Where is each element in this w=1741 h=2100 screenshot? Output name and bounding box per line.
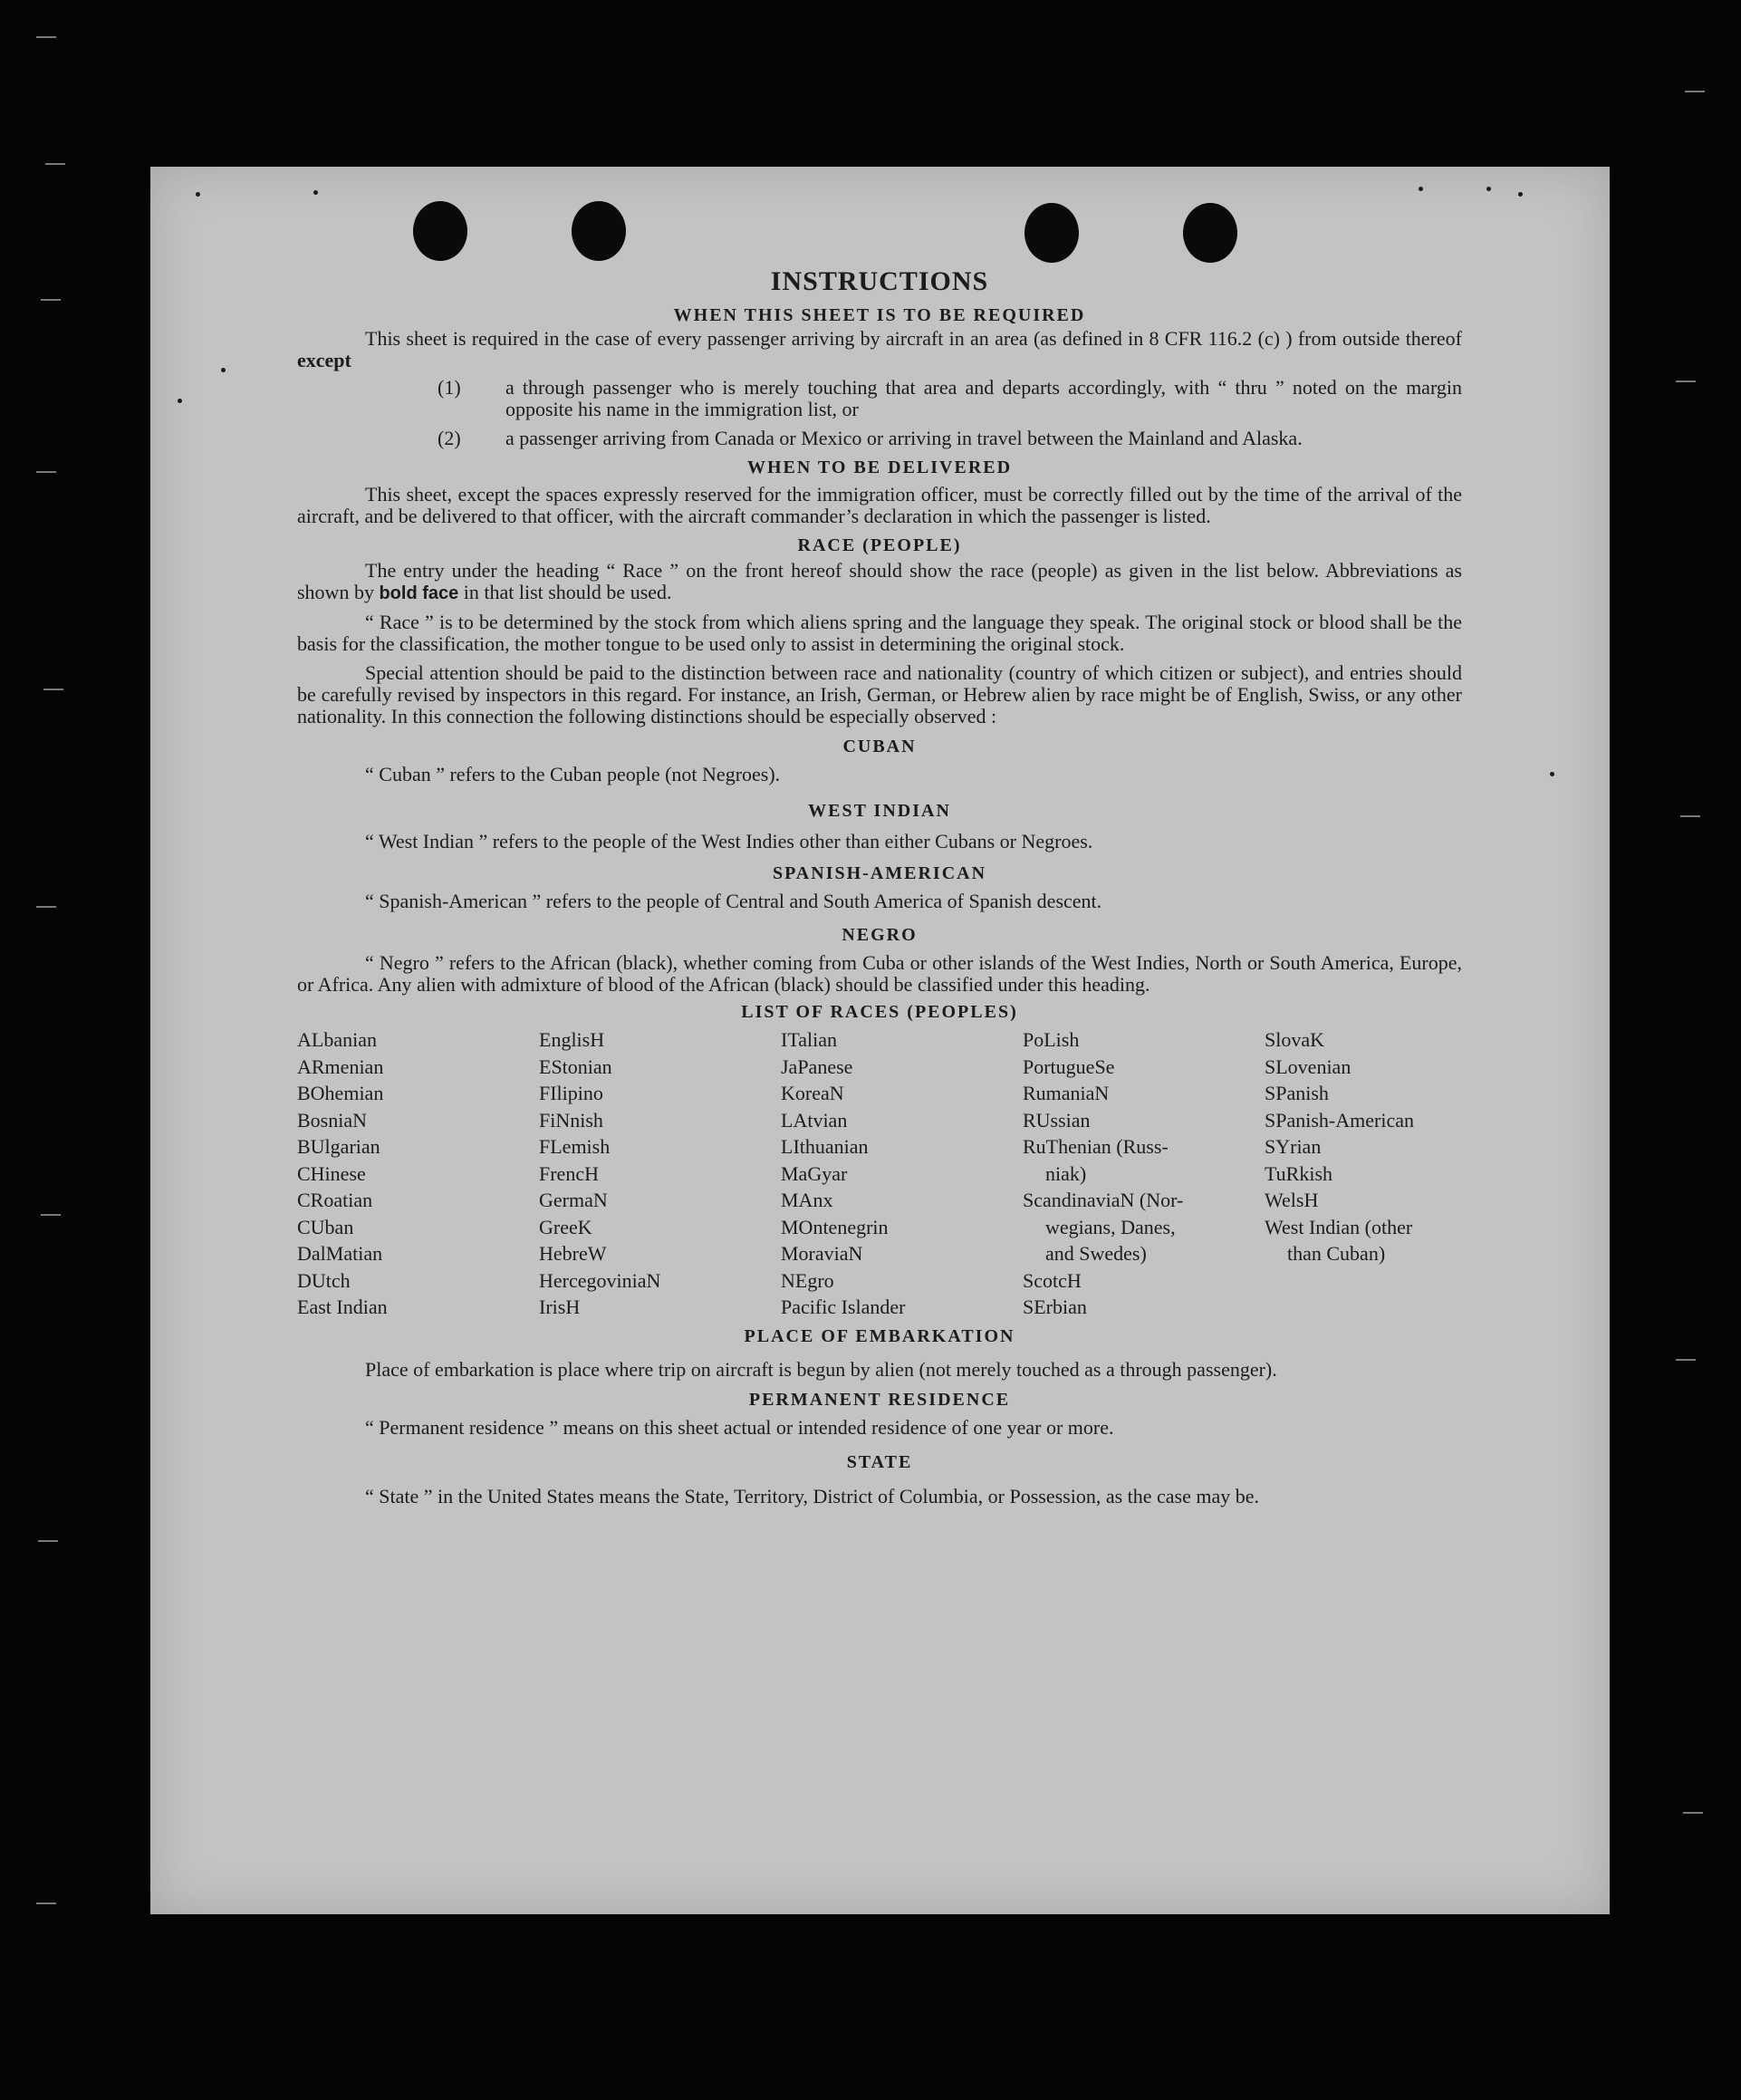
race-entry: BUlgarian bbox=[297, 1135, 380, 1158]
instructions-content bbox=[297, 266, 1462, 1510]
heading-list-of-races: LIST OF RACES (PEOPLES) bbox=[741, 1002, 1018, 1022]
race-entry: LIthuanian bbox=[781, 1135, 869, 1158]
race-entry: RUssian bbox=[1023, 1108, 1091, 1132]
spanish-american-text: “ Spanish-American ” refers to the people of Central and South America of Spanish descent. bbox=[365, 890, 1102, 912]
race-entry: FiNnish bbox=[539, 1108, 603, 1132]
race-entry: HercegoviniaN bbox=[539, 1268, 661, 1292]
race-entry: GermaN bbox=[539, 1189, 608, 1211]
race-entry: SPanish bbox=[1265, 1082, 1329, 1104]
race-entry: RuThenian (Russ- bbox=[1023, 1135, 1169, 1158]
heading-spanish-american: SPANISH-AMERICAN bbox=[772, 863, 987, 883]
negro-text: “ Negro ” refers to the African (black), whether coming from Cuba or other islands of the West Indies, North or South America, Europe, or Africa. Any alien with admixture of blood of the African (black) should be classified under this heading. bbox=[297, 951, 1462, 996]
heading-when-required: WHEN THIS SHEET IS TO BE REQUIRED bbox=[673, 305, 1086, 325]
residence-text: “ Permanent residence ” means on this sheet actual or intended residence of one year or more. bbox=[365, 1415, 1114, 1439]
race-entry: MAnx bbox=[781, 1189, 833, 1211]
race-entry: niak) bbox=[1045, 1161, 1087, 1185]
race-entry: TuRkish bbox=[1265, 1161, 1333, 1185]
race-paragraph-2: “ Race ” is to be determined by the stock from which aliens spring and the language they speak. The original stock or blood shall be the basis for the classification, the mother tongue to be used only to assist in determining the original stock. bbox=[297, 611, 1462, 655]
punch-hole bbox=[1024, 203, 1079, 263]
required-intro: This sheet is required in the case of every passenger arriving by aircraft in an area (as defined in 8 CFR 116.2 (c) ) from outside thereof except bbox=[297, 327, 1462, 371]
punch-hole bbox=[413, 201, 467, 261]
race-entry: IrisH bbox=[539, 1296, 581, 1318]
race-entry: West Indian (other bbox=[1265, 1215, 1413, 1238]
heading-west-indian: WEST INDIAN bbox=[808, 801, 951, 821]
races-column-4 bbox=[1023, 1026, 1265, 1321]
race-entry: SErbian bbox=[1023, 1296, 1087, 1318]
race-entry: SLovenian bbox=[1265, 1055, 1351, 1078]
race-paragraph-1: The entry under the heading “ Race ” on the front hereof should show the race (people) as given in the list below. Abbreviations as shown by bold face in that list should be used. bbox=[297, 559, 1462, 603]
page-title: INSTRUCTIONS bbox=[770, 266, 989, 296]
race-entry: FIlipino bbox=[539, 1082, 603, 1104]
race-entry: FLemish bbox=[539, 1135, 611, 1158]
race-entry: NEgro bbox=[781, 1268, 834, 1292]
races-column-1 bbox=[297, 1026, 539, 1321]
race-entry: GreeK bbox=[539, 1215, 592, 1238]
cuban-text: “ Cuban ” refers to the Cuban people (not Negroes). bbox=[365, 763, 781, 785]
race-entry: PoLish bbox=[1023, 1028, 1080, 1051]
races-list bbox=[297, 1026, 1462, 1321]
state-text: “ State ” in the United States means the State, Territory, District of Columbia, or Possession, as the case may be. bbox=[365, 1484, 1260, 1508]
race-entry: JaPanese bbox=[781, 1055, 853, 1078]
races-column-3 bbox=[781, 1026, 1023, 1321]
race-entry: FrencH bbox=[539, 1161, 599, 1185]
document-sheet bbox=[150, 167, 1610, 1914]
race-entry: East Indian bbox=[297, 1296, 388, 1318]
heading-race: RACE (PEOPLE) bbox=[797, 535, 962, 555]
race-entry: ALbanian bbox=[297, 1028, 377, 1051]
heading-state: STATE bbox=[846, 1451, 913, 1472]
race-entry: MOntenegrin bbox=[781, 1215, 889, 1238]
west-indian-text: “ West Indian ” refers to the people of the West Indies other than either Cubans or Negroes. bbox=[365, 830, 1093, 853]
exception-item-1: (1) a through passenger who is merely touching that area and departs accordingly, with “ thru ” noted on the margin opposite his name in the immigration list, or bbox=[438, 376, 1462, 420]
race-entry: Pacific Islander bbox=[781, 1296, 906, 1318]
race-entry: CUban bbox=[297, 1215, 354, 1238]
race-entry: KoreaN bbox=[781, 1082, 844, 1104]
race-entry: EnglisH bbox=[539, 1028, 605, 1051]
heading-place-of-embarkation: PLACE OF EMBARKATION bbox=[744, 1325, 1015, 1346]
race-entry: DUtch bbox=[297, 1268, 351, 1292]
race-entry: CHinese bbox=[297, 1161, 366, 1185]
races-column-5 bbox=[1265, 1026, 1462, 1321]
race-entry: LAtvian bbox=[781, 1108, 848, 1132]
race-entry: RumaniaN bbox=[1023, 1082, 1110, 1104]
heading-when-delivered: WHEN TO BE DELIVERED bbox=[746, 458, 1013, 477]
delivered-text: This sheet, except the spaces expressly reserved for the immigration officer, must be correctly filled out by the time of the arrival of the aircraft, and be delivered to that officer, with the aircraft commander’s declaration in which the passenger is listed. bbox=[297, 483, 1462, 527]
race-entry: EStonian bbox=[539, 1055, 612, 1078]
race-entry: CRoatian bbox=[297, 1189, 373, 1211]
heading-cuban: CUBAN bbox=[842, 737, 917, 756]
race-entry: SPanish-American bbox=[1265, 1108, 1414, 1132]
race-entry: ScandinaviaN (Nor- bbox=[1023, 1189, 1184, 1211]
punch-hole bbox=[1183, 203, 1237, 263]
punch-hole bbox=[572, 201, 626, 261]
race-entry: MoraviaN bbox=[781, 1242, 863, 1265]
embarkation-text: Place of embarkation is place where trip on aircraft is begun by alien (not merely touched as a through passenger). bbox=[365, 1357, 1277, 1381]
race-entry: BosniaN bbox=[297, 1108, 367, 1132]
races-column-2 bbox=[539, 1026, 781, 1321]
race-entry: wegians, Danes, bbox=[1045, 1215, 1176, 1238]
race-entry: DalMatian bbox=[297, 1242, 383, 1265]
race-entry: PortugueSe bbox=[1023, 1055, 1115, 1078]
heading-negro: NEGRO bbox=[842, 925, 918, 945]
race-paragraph-3: Special attention should be paid to the distinction between race and nationality (country of which citizen or subject), and entries should be carefully revised by inspectors in this regard. For instance, an Irish, German, or Hebrew alien by race might be of English, Swiss, or any other nationality. In this connection the following distinctions should be especially observed : bbox=[297, 661, 1462, 727]
heading-permanent-residence: PERMANENT RESIDENCE bbox=[748, 1389, 1011, 1410]
race-entry: SlovaK bbox=[1265, 1028, 1324, 1051]
race-entry: WelsH bbox=[1265, 1189, 1319, 1211]
race-entry: than Cuban) bbox=[1287, 1242, 1386, 1265]
race-entry: HebreW bbox=[539, 1242, 607, 1265]
exception-item-2: (2) a passenger arriving from Canada or Mexico or arriving in travel between the Mainland and Alaska. bbox=[438, 427, 1303, 449]
race-entry: ARmenian bbox=[297, 1055, 384, 1078]
race-entry: ScotcH bbox=[1023, 1268, 1082, 1292]
race-entry: and Swedes) bbox=[1045, 1242, 1147, 1265]
race-entry: ITalian bbox=[781, 1028, 837, 1051]
race-entry: SYrian bbox=[1265, 1135, 1322, 1158]
race-entry: MaGyar bbox=[781, 1161, 848, 1185]
race-entry: BOhemian bbox=[297, 1082, 384, 1104]
